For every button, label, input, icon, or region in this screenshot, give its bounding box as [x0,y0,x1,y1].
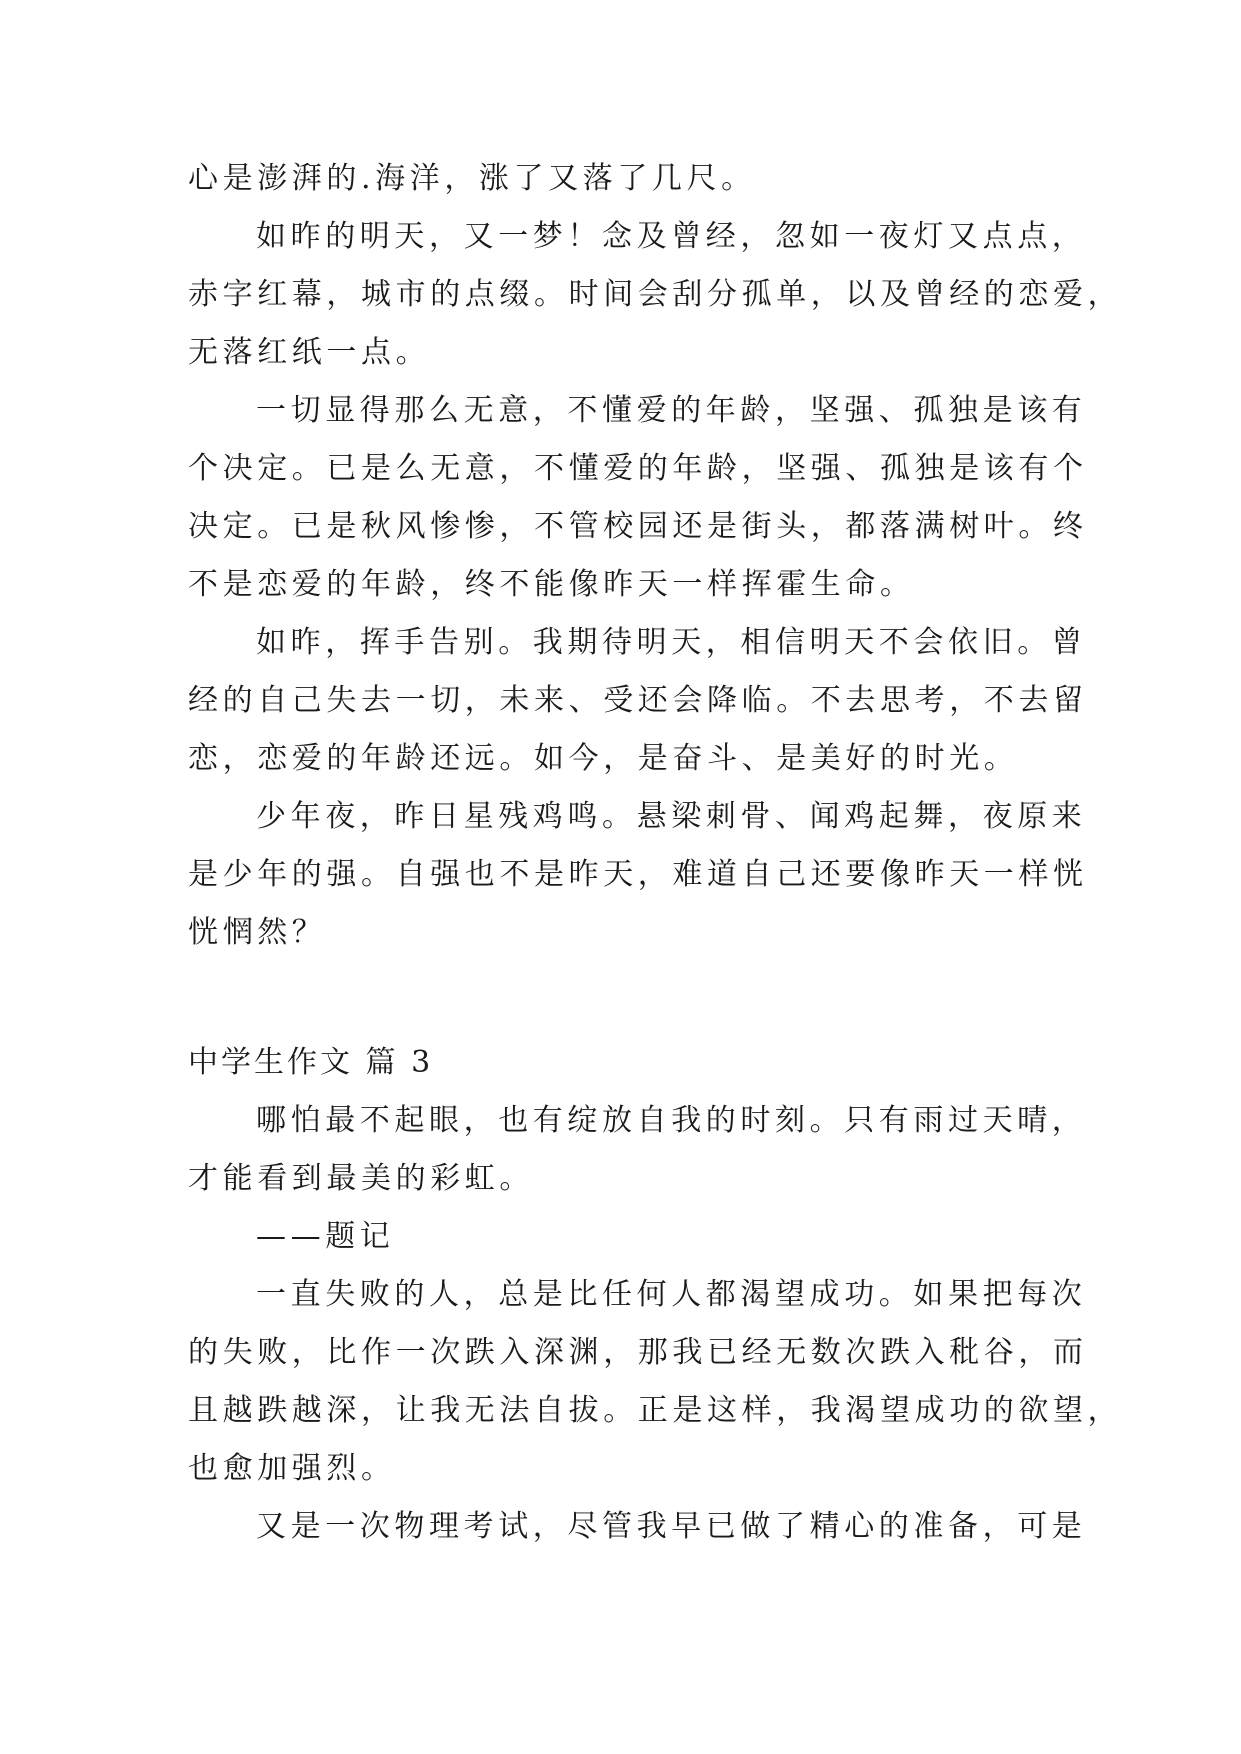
section-spacer [188,962,1068,1034]
document-page [188,150,1123,1556]
paragraph [188,788,1088,962]
text-line: 如昨，挥手告别。我期待明天，相信明天不会依旧。曾 [256,625,1087,660]
paragraph [188,208,1123,382]
text-line: 哪怕最不起眼，也有绽放自我的时刻。只有雨过天晴， [256,1103,1087,1138]
paragraph [188,614,1088,788]
text-line: 又是一次物理考试，尽管我早已做了精心的准备，可是 [256,1509,1087,1544]
text-line: 的失败，比作一次跌入深渊，那我已经无数次跌入秕谷，而 [188,1335,1088,1370]
text-line: 也愈加强烈。 [188,1451,396,1486]
epigraph-attribution: ——题记 [256,1219,395,1254]
text-line: 赤字红幕，城市的点缀。时间会刮分孤单，以及曾经的恋爱， [188,277,1123,312]
text-line: 无落红纸一点。 [188,335,431,370]
text-line: 是少年的强。自强也不是昨天，难道自己还要像昨天一样恍 [188,857,1088,892]
text-line: 恋，恋爱的年龄还远。如今，是奋斗、是美好的时光。 [188,741,1019,776]
text-line: 个决定。已是么无意，不懂爱的年龄，坚强、孤独是该有个 [188,451,1088,486]
paragraph [188,382,1088,614]
text-line: 一直失败的人，总是比任何人都渴望成功。如果把每次 [256,1277,1087,1312]
text-line: 不是恋爱的年龄，终不能像昨天一样挥霍生命。 [188,567,915,602]
paragraph [188,1498,1087,1556]
text-line: 心是澎湃的.海洋，涨了又落了几尺。 [188,161,756,196]
paragraph [188,1092,1087,1208]
text-line: 决定。已是秋风惨惨，不管校园还是街头，都落满树叶。终 [188,509,1088,544]
text-line: 少年夜，昨日星残鸡鸣。悬梁刺骨、闻鸡起舞，夜原来 [256,799,1087,834]
text-line: 一切显得那么无意，不懂爱的年龄，坚强、孤独是该有 [256,393,1087,428]
paragraph [188,1266,1123,1498]
text-line: 且越跌越深，让我无法自拔。正是这样，我渴望成功的欲望， [188,1393,1123,1428]
section-heading: 中学生作文 篇 3 [188,1045,434,1080]
text-line: 经的自己失去一切，未来、受还会降临。不去思考，不去留 [188,683,1088,718]
text-line: 恍惘然？ [188,915,327,950]
text-line: 才能看到最美的彩虹。 [188,1161,534,1196]
text-line: 如昨的明天，又一梦！念及曾经，忽如一夜灯又点点， [256,219,1087,254]
